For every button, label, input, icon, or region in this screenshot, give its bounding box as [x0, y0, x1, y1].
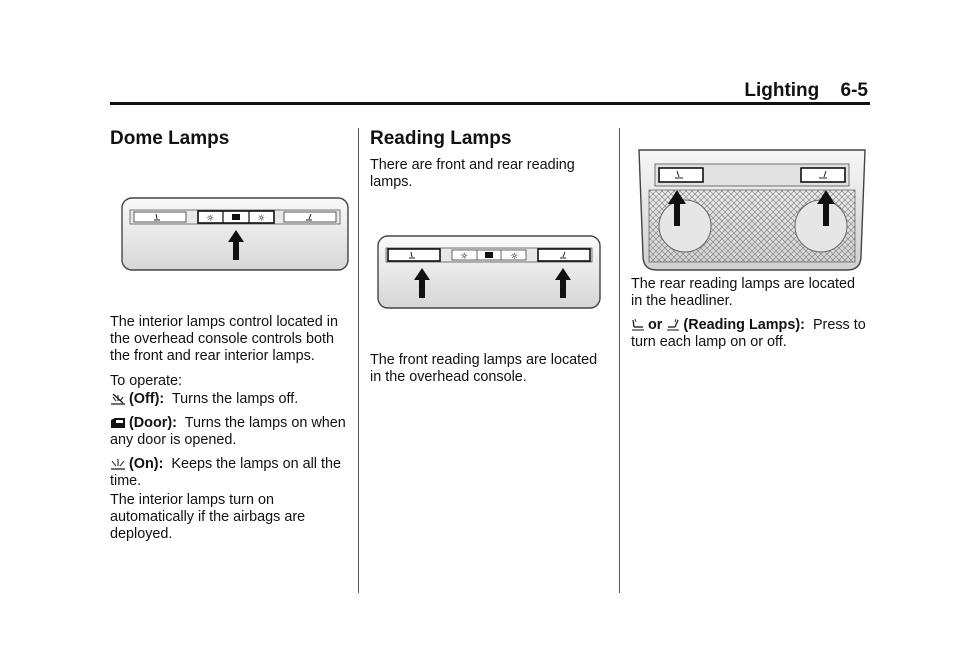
svg-text:☼: ☼ — [509, 252, 519, 262]
front-console-illustration — [376, 234, 602, 314]
lamp-off-icon — [110, 393, 126, 405]
column-divider — [619, 128, 620, 593]
dome-item-door: (Door): Turns the lamps on when any door is opened. — [110, 415, 346, 448]
svg-text:☼: ☼ — [205, 214, 215, 224]
svg-text:☼: ☼ — [256, 214, 266, 224]
page-title: Lighting 6-5 — [744, 80, 868, 101]
reading-lamp-right-icon — [666, 318, 680, 331]
column-divider — [358, 128, 359, 593]
to-operate-label: To operate: — [110, 373, 183, 389]
rear-reading-instruction: or (Reading Lamps): Press to turn each lamp on or off. — [631, 317, 866, 350]
header-rule — [110, 102, 870, 105]
dome-item-on: (On): Keeps the lamps on all the time. — [110, 456, 341, 489]
door-icon — [110, 417, 126, 429]
front-reading-note: The front reading lamps are located in the overhead console. — [370, 352, 598, 385]
reading-lamps-heading: Reading Lamps — [370, 128, 512, 149]
reading-intro: There are front and rear reading lamps. — [370, 157, 575, 190]
dome-console-illustration — [120, 196, 350, 276]
rear-headliner-illustration — [635, 146, 869, 276]
svg-text:☼: ☼ — [459, 252, 469, 262]
reading-lamp-left-icon — [631, 318, 645, 331]
dome-lamps-heading: Dome Lamps — [110, 128, 230, 149]
lamp-on-icon — [110, 458, 126, 470]
dome-airbags-note: The interior lamps turn on automatically if the airbags are deployed. — [110, 492, 306, 542]
dome-item-off: (Off): Turns the lamps off. — [110, 391, 348, 408]
rear-reading-note: The rear reading lamps are located in the headliner. — [631, 276, 855, 309]
dome-intro: The interior lamps control located in the overhead console controls both the front and rear interior lamps. — [110, 314, 338, 364]
